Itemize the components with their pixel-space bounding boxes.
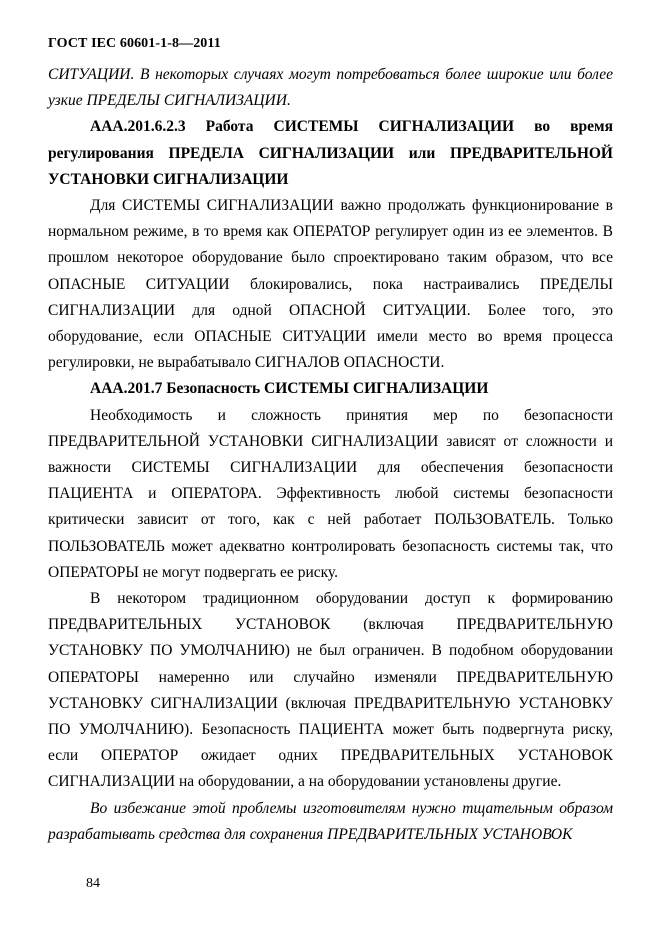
paragraph-manufacturer-note: Во избежание этой проблемы изготовителям нужно тщательным образом разрабатывать средства для сохранения ПРЕДВАРИТЕЛЬНЫХ УСТАНОВОК [48,799,613,843]
paragraph-alarm-operation: Для СИСТЕМЫ СИГНАЛИЗАЦИИ важно продолжать функционирование в нормальном режиме, в то время как ОПЕРАТОР регулирует один из ее элементов. В прошлом некоторое оборудование было спроектировано таким образом, что все ОПАСНЫЕ СИТУАЦИИ блокировались, пока настраивались ПРЕДЕЛЫ СИГНАЛИЗАЦИИ для одной ОПАСНОЙ СИТУАЦИИ. Более того, это оборудование, если ОПАСНЫЕ СИТУАЦИИ имели место во время процесса регулировки, не вырабатывало СИГНАЛОВ ОПАСНОСТИ. [48,197,613,372]
page-number: 84 [86,876,100,891]
paragraph-traditional-equipment: В некотором традиционном оборудовании доступ к формированию ПРЕДВАРИТЕЛЬНЫХ УСТАНОВОК (включая ПРЕДВАРИТЕЛЬНУЮ УСТАНОВКУ ПО УМОЛЧАНИЮ) не был ограничен. В подобном оборудовании ОПЕРАТОРЫ намеренно или случайно изменяли ПРЕДВАРИТЕЛЬНУЮ УСТАНОВКУ СИГНАЛИЗАЦИИ (включая ПРЕДВАРИТЕЛЬНУЮ УСТАНОВКУ ПО УМОЛЧАНИЮ). Безопасность ПАЦИЕНТА может быть подвергнута риску, если ОПЕРАТОР ожидает одних ПРЕДВАРИТЕЛЬНЫХ УСТАНОВОК СИГНАЛИЗАЦИИ на оборудовании, а на оборудовании установлены другие. [48,590,613,791]
document-header: ГОСТ IEC 60601-1-8—2011 [48,36,221,51]
paragraph-continuation: СИТУАЦИИ. В некоторых случаях могут потребоваться более широкие или более узкие ПРЕДЕЛЫ СИГНАЛИЗАЦИИ. [48,66,613,110]
section-heading-6-2-3: ААА.201.6.2.3 Работа СИСТЕМЫ СИГНАЛИЗАЦИИ во время регулирования ПРЕДЕЛА СИГНАЛИЗАЦИИ или ПРЕДВАРИТЕЛЬНОЙ УСТАНОВКИ СИГНАЛИЗАЦИИ [48,118,613,188]
paragraph-safety-complexity: Необходимость и сложность принятия мер по безопасности ПРЕДВАРИТЕЛЬНОЙ УСТАНОВКИ СИГНАЛИЗАЦИИ зависят от сложности и важности СИСТЕМЫ СИГНАЛИЗАЦИИ для обеспечения безопасности ПАЦИЕНТА и ОПЕРАТОРА. Эффективность любой системы безопасности критически зависит от того, как с ней работает ПОЛЬЗОВАТЕЛЬ. Только ПОЛЬЗОВАТЕЛЬ может адекватно контролировать безопасность системы так, что ОПЕРАТОРЫ не могут подвергать ее риску. [48,406,613,581]
section-heading-7: ААА.201.7 Безопасность СИСТЕМЫ СИГНАЛИЗАЦИИ [90,380,489,398]
document-body [48,62,613,848]
